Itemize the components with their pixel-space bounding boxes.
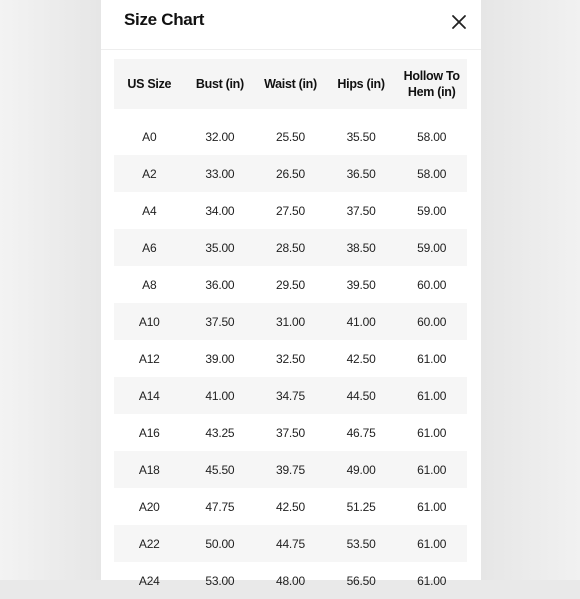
table-row <box>114 414 467 451</box>
cell-hollow-to-hem: 58.00 <box>417 129 447 144</box>
cell-waist: 34.75 <box>255 377 326 414</box>
cell-us-size: A16 <box>138 425 160 440</box>
modal-title: Size Chart <box>124 10 205 29</box>
cell-bust: 53.00 <box>205 573 235 588</box>
cell-bust: 32.00 <box>205 129 235 144</box>
cell-waist: 44.75 <box>255 525 326 562</box>
table-row <box>114 525 467 562</box>
page-backdrop-left <box>0 0 101 580</box>
cell-hips: 38.50 <box>326 229 397 266</box>
cell-us-size: A8 <box>142 277 157 292</box>
cell-hips: 53.50 <box>326 525 397 562</box>
cell-us-size: A0 <box>142 129 157 144</box>
cell-waist: 29.50 <box>275 277 305 292</box>
page-backdrop-right <box>481 0 580 580</box>
cell-hollow-to-hem: 61.00 <box>417 573 447 588</box>
cell-hips: 41.00 <box>326 303 397 340</box>
cell-us-size: A4 <box>142 203 157 218</box>
cell-us-size: A10 <box>114 303 185 340</box>
table-row <box>114 488 467 525</box>
cell-hollow-to-hem: 61.00 <box>396 451 467 488</box>
cell-hips: 46.75 <box>346 425 376 440</box>
cell-waist: 42.50 <box>275 499 305 514</box>
cell-waist: 27.50 <box>275 203 305 218</box>
cell-hollow-to-hem: 61.00 <box>396 525 467 562</box>
cell-hips: 56.50 <box>346 573 376 588</box>
cell-waist: 32.50 <box>275 351 305 366</box>
cell-waist: 28.50 <box>255 229 326 266</box>
cell-hips: 44.50 <box>326 377 397 414</box>
cell-waist: 37.50 <box>275 425 305 440</box>
cell-hollow-to-hem: 61.00 <box>417 351 447 366</box>
cell-bust: 37.50 <box>185 303 256 340</box>
size-chart-modal <box>101 0 481 588</box>
cell-us-size: A18 <box>114 451 185 488</box>
cell-hollow-to-hem: 61.00 <box>417 499 447 514</box>
table-row <box>114 229 467 266</box>
close-button[interactable] <box>447 10 471 34</box>
table-row <box>114 377 467 414</box>
header-waist: Waist (in) <box>255 59 326 109</box>
cell-waist: 48.00 <box>275 573 305 588</box>
table-row <box>114 155 467 192</box>
header-hollow-to-hem: Hollow To Hem (in) <box>396 59 467 109</box>
cell-hollow-to-hem: 58.00 <box>396 155 467 192</box>
header-us-size: US Size <box>114 59 185 109</box>
cell-bust: 35.00 <box>185 229 256 266</box>
cell-us-size: A6 <box>114 229 185 266</box>
cell-hips: 51.25 <box>346 499 376 514</box>
cell-hips: 39.50 <box>346 277 376 292</box>
close-icon <box>447 10 471 34</box>
cell-us-size: A20 <box>138 499 160 514</box>
cell-us-size: A24 <box>138 573 160 588</box>
cell-hollow-to-hem: 61.00 <box>396 377 467 414</box>
cell-waist: 25.50 <box>275 129 305 144</box>
cell-bust: 50.00 <box>185 525 256 562</box>
cell-bust: 45.50 <box>185 451 256 488</box>
cell-bust: 33.00 <box>185 155 256 192</box>
cell-waist: 31.00 <box>255 303 326 340</box>
cell-bust: 43.25 <box>205 425 235 440</box>
cell-bust: 41.00 <box>185 377 256 414</box>
cell-hips: 37.50 <box>346 203 376 218</box>
cell-waist: 39.75 <box>255 451 326 488</box>
cell-hips: 49.00 <box>326 451 397 488</box>
cell-hollow-to-hem: 61.00 <box>417 425 447 440</box>
size-table-container <box>114 59 467 599</box>
cell-hollow-to-hem: 59.00 <box>396 229 467 266</box>
table-spacer <box>114 109 467 118</box>
header-bust: Bust (in) <box>185 59 256 109</box>
cell-bust: 34.00 <box>205 203 235 218</box>
table-row <box>114 192 467 229</box>
table-row <box>114 266 467 303</box>
cell-us-size: A14 <box>114 377 185 414</box>
table-header-row <box>114 59 467 109</box>
cell-us-size: A22 <box>114 525 185 562</box>
cell-waist: 26.50 <box>255 155 326 192</box>
cell-hips: 42.50 <box>346 351 376 366</box>
cell-hollow-to-hem: 60.00 <box>396 303 467 340</box>
modal-header <box>101 0 481 50</box>
cell-bust: 39.00 <box>205 351 235 366</box>
cell-bust: 47.75 <box>205 499 235 514</box>
table-row <box>114 118 467 155</box>
cell-bust: 36.00 <box>205 277 235 292</box>
table-row <box>114 303 467 340</box>
size-table <box>114 59 467 599</box>
table-row <box>114 451 467 488</box>
cell-hips: 36.50 <box>326 155 397 192</box>
header-hips: Hips (in) <box>326 59 397 109</box>
cell-hollow-to-hem: 60.00 <box>417 277 447 292</box>
cell-hollow-to-hem: 59.00 <box>417 203 447 218</box>
cell-hips: 35.50 <box>346 129 376 144</box>
cell-us-size: A12 <box>138 351 160 366</box>
table-row <box>114 562 467 599</box>
table-row <box>114 340 467 377</box>
cell-us-size: A2 <box>114 155 185 192</box>
